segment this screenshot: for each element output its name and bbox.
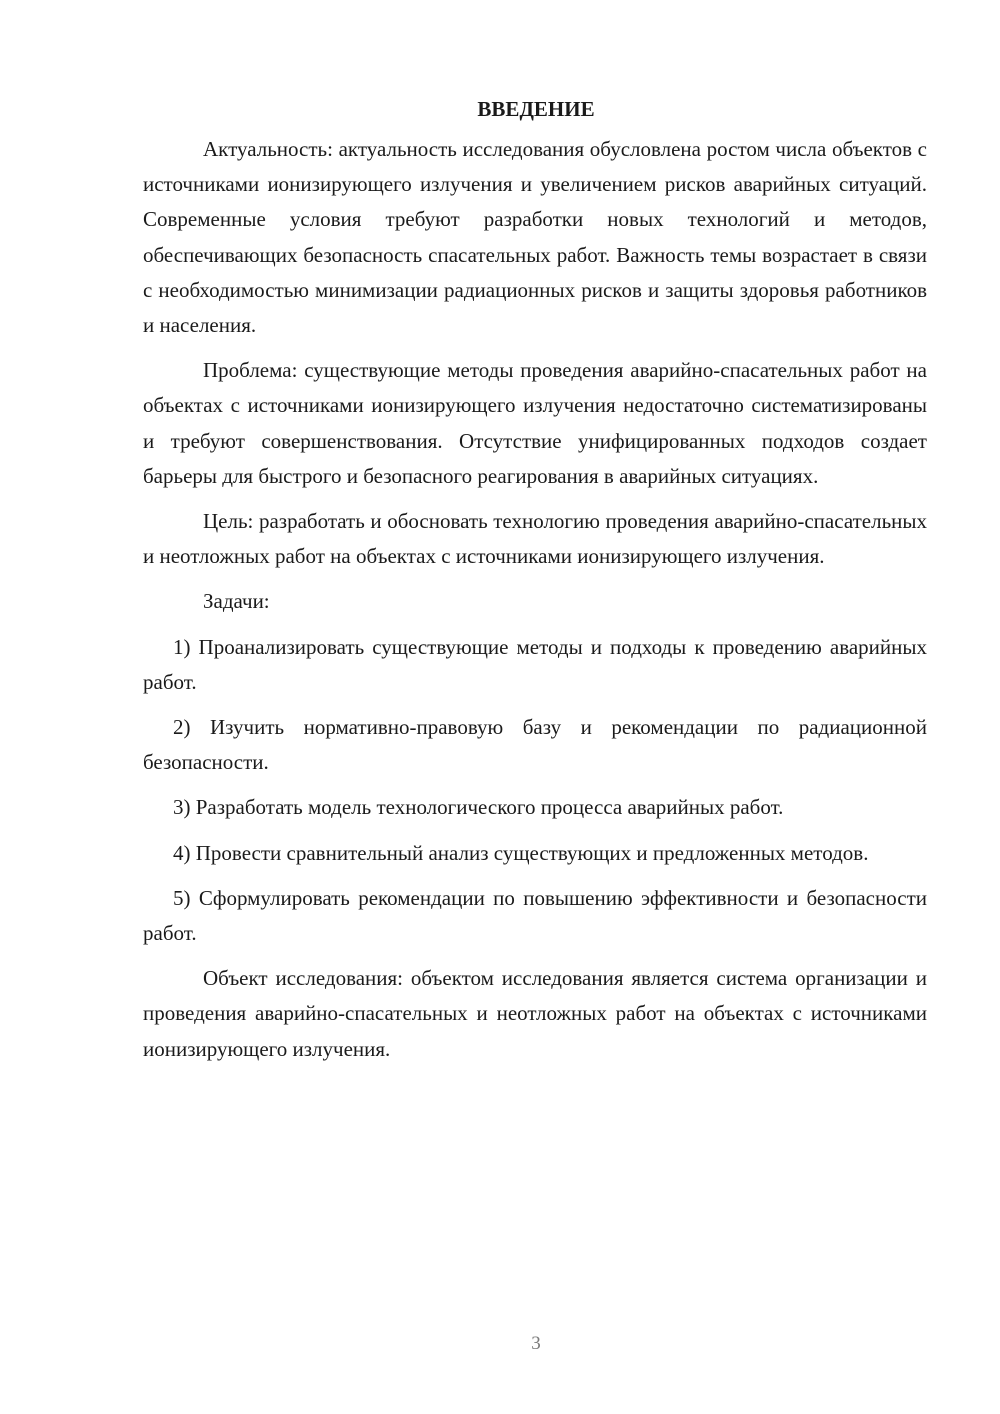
problem-paragraph: Проблема: существующие методы проведения аварийно-спасательных работ на объектах с источниками ионизирующего излучения недостаточно систематизированы и требуют совершенствования. Отсутствие унифицированных подходов создает барьеры для быстрого и безопасного реагирования в аварийных ситуациях. xyxy=(143,358,927,488)
tasks-label: Задачи: xyxy=(203,589,270,614)
page-content xyxy=(143,92,927,1077)
task-item-3: 3) Разработать модель технологического процесса аварийных работ. xyxy=(173,795,784,820)
relevance-paragraph: Актуальность: актуальность исследования обусловлена ростом числа объектов с источниками ионизирующего излучения и увеличением рисков аварийных ситуаций. Современные условия требуют разработки новых технологий и методов, обеспечивающих безопасность спасательных работ. Важность темы возрастает в связи с необходимостью минимизации радиационных рисков и защиты здоровья работников и населения. xyxy=(143,137,927,338)
page-number: 3 xyxy=(531,1333,541,1354)
research-object-paragraph: Объект исследования: объектом исследования является система организации и проведения аварийно-спасательных и неотложных работ на объектах с источниками ионизирующего излучения. xyxy=(143,966,927,1061)
task-item-2: 2) Изучить нормативно-правовую базу и рекомендации по радиационной безопасности. xyxy=(143,715,927,775)
section-heading: ВВЕДЕНИЕ xyxy=(477,97,595,121)
goal-paragraph: Цель: разработать и обосновать технологию проведения аварийно-спасательных и неотложных работ на объектах с источниками ионизирующего излучения. xyxy=(143,509,927,569)
task-item-1: 1) Проанализировать существующие методы и подходы к проведению аварийных работ. xyxy=(143,634,927,694)
task-item-5: 5) Сформулировать рекомендации по повышению эффективности и безопасности работ. xyxy=(143,885,927,946)
task-item-4: 4) Провести сравнительный анализ существующих и предложенных методов. xyxy=(173,840,869,865)
